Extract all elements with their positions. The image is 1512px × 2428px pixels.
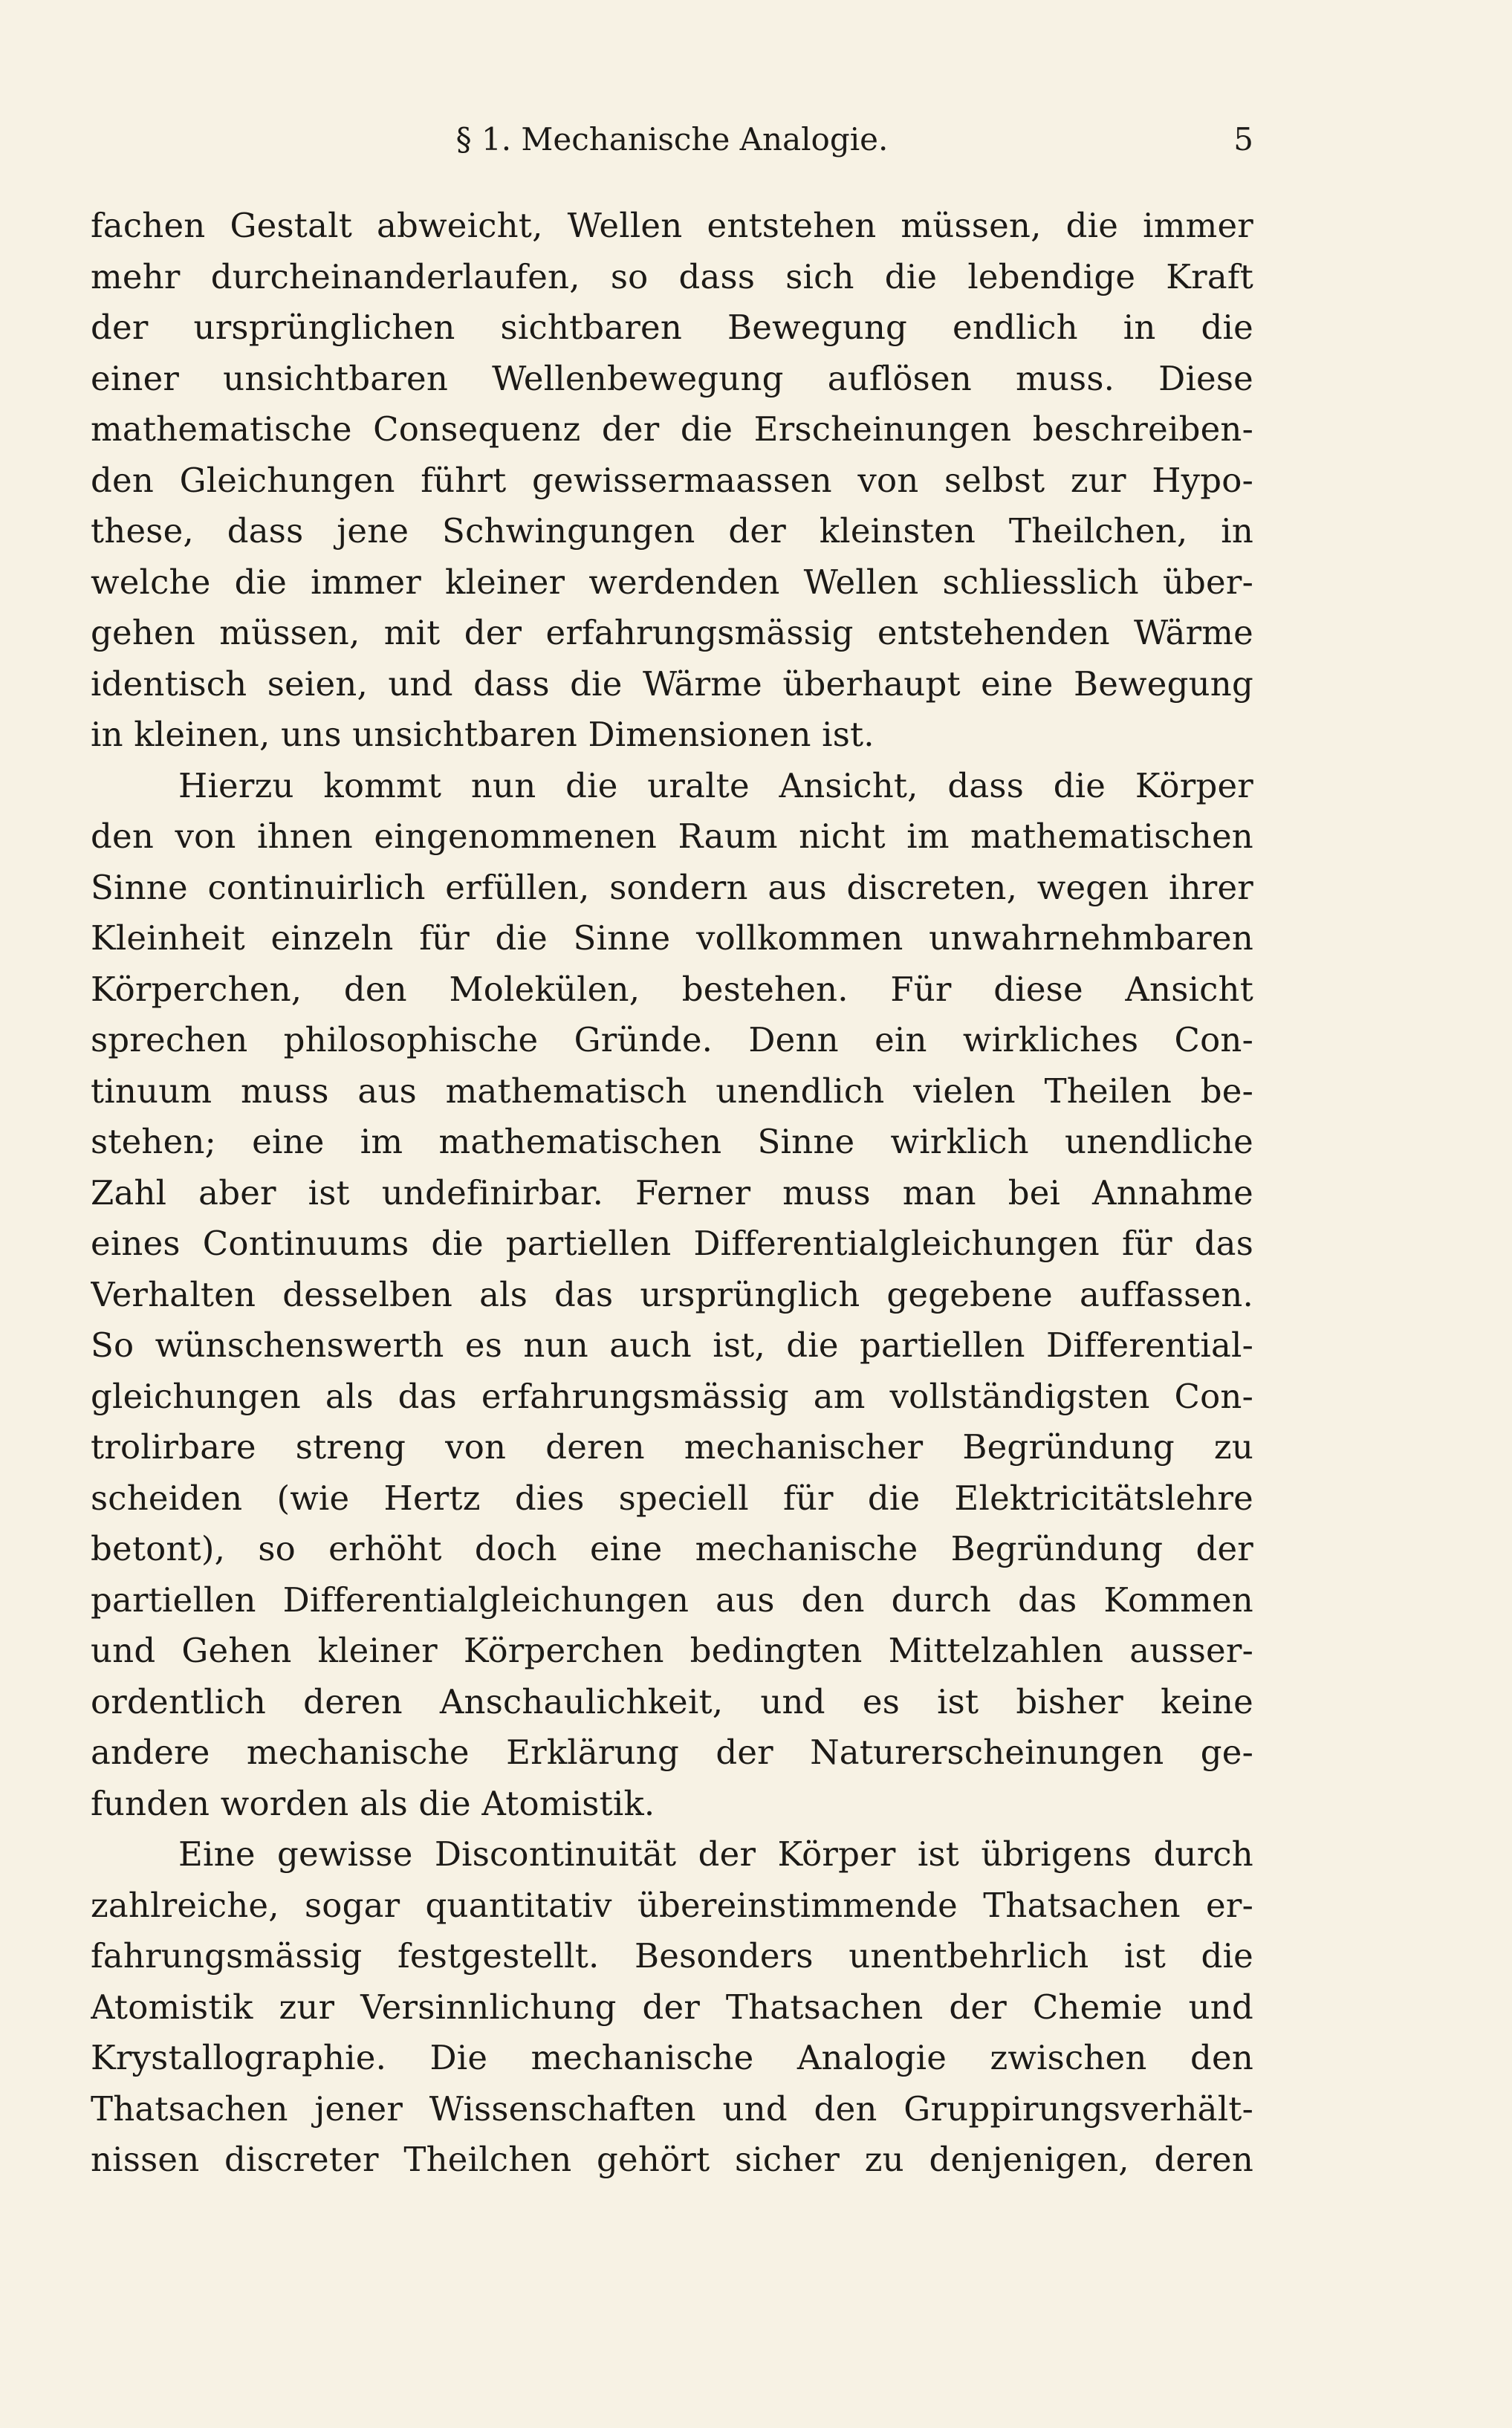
text-line: scheiden (wie Hertz dies speciell für die Elektricitätslehre (91, 1478, 1253, 1518)
text-line: Hierzu kommt nun die uralte Ansicht, dass die Körper (178, 765, 1253, 805)
text-line: den Gleichungen führt gewissermaassen von selbst zur Hypo- (91, 460, 1253, 500)
text-line: ordentlich deren Anschaulichkeit, und es ist bisher keine (91, 1681, 1253, 1721)
text-line: Eine gewisse Discontinuität der Körper ist übrigens durch (178, 1834, 1253, 1874)
paragraph-2 (91, 761, 1253, 1830)
text-line: der ursprünglichen sichtbaren Bewegung endlich in die (91, 308, 1253, 347)
text-line: zahlreiche, sogar quantitativ übereinstimmende Thatsachen er- (91, 1885, 1253, 1925)
text-line: und Gehen kleiner Körperchen bedingten Mittelzahlen ausser- (91, 1631, 1253, 1670)
paragraph-1 (91, 201, 1253, 761)
section-title: § 1. Mechanische Analogie. (455, 121, 889, 158)
text-line: partiellen Differentialgleichungen aus den durch das Kommen (91, 1580, 1253, 1620)
text-line: Kleinheit einzeln für die Sinne vollkommen unwahrnehmbaren (91, 918, 1253, 958)
text-line: andere mechanische Erklärung der Naturerscheinungen ge- (91, 1733, 1253, 1772)
text-line: Thatsachen jener Wissenschaften und den Gruppirungsverhält- (91, 2088, 1253, 2129)
text-line: Krystallographie. Die mechanische Analogie zwischen den (91, 2038, 1253, 2077)
body-text (91, 201, 1253, 2186)
text-line: fahrungsmässig festgestellt. Besonders unentbehrlich ist die (91, 1936, 1253, 1976)
text-line: these, dass jene Schwingungen der kleinsten Theilchen, in (91, 511, 1253, 551)
text-line: funden worden als die Atomistik. (91, 1783, 655, 1823)
text-line: Verhalten desselben als das ursprünglich gegebene auffassen. (91, 1274, 1253, 1314)
text-line: So wünschenswerth es nun auch ist, die partiellen Differential- (91, 1325, 1253, 1365)
text-line: sprechen philosophische Gründe. Denn ein wirkliches Con- (91, 1020, 1253, 1059)
text-line: mathematische Consequenz der die Erscheinungen beschreiben- (91, 409, 1253, 449)
text-line: fachen Gestalt abweicht, Wellen entstehen müssen, die immer (91, 206, 1253, 245)
text-line: in kleinen, uns unsichtbaren Dimensionen ist. (91, 715, 875, 754)
text-line: mehr durcheinanderlaufen, so dass sich die lebendige Kraft (91, 256, 1253, 296)
text-line: nissen discreter Theilchen gehört sicher zu denjenigen, deren (91, 2140, 1253, 2179)
text-line: tinuum muss aus mathematisch unendlich vielen Theilen be- (91, 1071, 1253, 1111)
text-line: gehen müssen, mit der erfahrungsmässig entstehenden Wärme (91, 613, 1253, 652)
text-line: gleichungen als das erfahrungsmässig am vollständigsten Con- (91, 1376, 1253, 1416)
paragraph-3 (91, 1829, 1253, 2186)
text-line: Körperchen, den Molekülen, bestehen. Für diese Ansicht (91, 969, 1253, 1009)
text-line: Sinne continuirlich erfüllen, sondern aus discreten, wegen ihrer (91, 867, 1253, 907)
text-line: trolirbare streng von deren mechanischer Begründung zu (91, 1427, 1253, 1467)
text-line: welche die immer kleiner werdenden Wellen schliesslich über- (91, 562, 1253, 602)
text-line: eines Continuums die partiellen Differentialgleichungen für das (91, 1224, 1253, 1263)
text-line: Zahl aber ist undefinirbar. Ferner muss man bei Annahme (91, 1172, 1253, 1213)
text-line: identisch seien, und dass die Wärme überhaupt eine Bewegung (91, 663, 1253, 704)
running-header (91, 117, 1253, 162)
text-line: Atomistik zur Versinnlichung der Thatsachen der Chemie und (91, 1987, 1253, 2027)
text-line: einer unsichtbaren Wellenbewegung auflösen muss. Diese (91, 358, 1253, 398)
text-line: den von ihnen eingenommenen Raum nicht im mathematischen (91, 817, 1253, 856)
text-line: betont), so erhöht doch eine mechanische Begründung der (91, 1529, 1253, 1568)
page-number: 5 (1233, 121, 1253, 158)
text-line: stehen; eine im mathematischen Sinne wirklich unendliche (91, 1122, 1253, 1161)
